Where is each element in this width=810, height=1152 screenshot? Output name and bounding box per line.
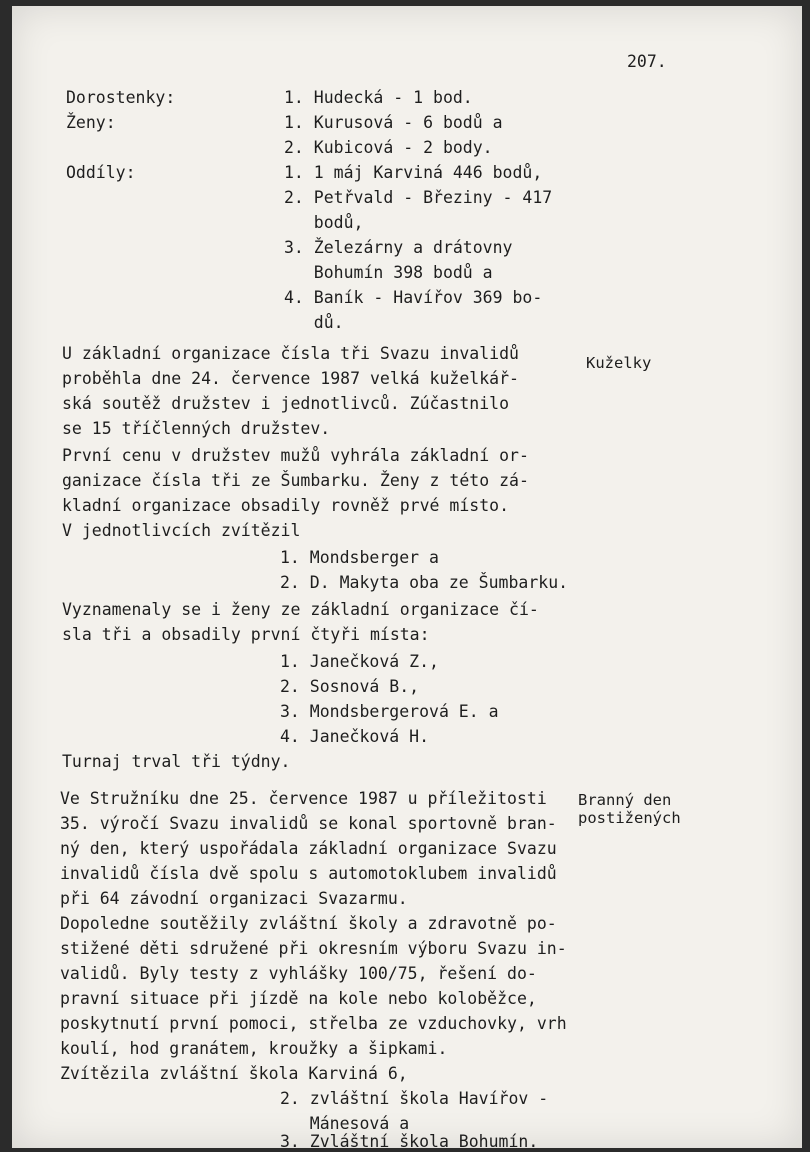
paragraph-line: invalidů čísla dvě spolu s automotoklubem invalidů <box>60 864 557 883</box>
list-item: 2. D. Makyta oba ze Šumbarku. <box>280 573 569 592</box>
margin-note-branny-den: Branný den <box>578 791 672 809</box>
paragraph-line: V jednotlivcích zvítězil <box>62 521 301 540</box>
list-item: 2. Sosnová B., <box>280 677 420 696</box>
paragraph-line: Zvítězila zvláštní škola Karviná 6, <box>60 1064 408 1083</box>
paragraph-line: sla tři a obsadily první čtyři místa: <box>62 625 430 644</box>
paragraph-line: ganizace čísla tři ze Šumbarku. Ženy z této zá- <box>62 471 529 490</box>
results-item: dů. <box>284 313 344 332</box>
margin-note-postizenych: postižených <box>578 809 681 827</box>
paragraph-line: pravní situace při jízdě na kole nebo koloběžce, <box>60 989 537 1008</box>
paragraph-line: koulí, hod granátem, kroužky a šipkami. <box>60 1039 448 1058</box>
results-item: 3. Železárny a drátovny <box>284 238 513 257</box>
paragraph-line: poskytnutí první pomoci, střelba ze vzduchovky, vrh <box>60 1014 567 1033</box>
paragraph-line: Ve Stružníku dne 25. července 1987 u příležitosti <box>60 789 547 808</box>
results-item: 1. 1 máj Karviná 446 bodů, <box>284 163 543 182</box>
document-page <box>12 6 802 1151</box>
results-item: 1. Kurusová - 6 bodů a <box>284 113 503 132</box>
paragraph-line: proběhla dne 24. července 1987 velká kuželkář- <box>62 369 519 388</box>
margin-note-kuzelky: Kuželky <box>586 354 652 372</box>
results-label: Oddíly: <box>66 163 136 182</box>
list-item: 3. Zvláštní škola Bohumín. <box>280 1132 539 1151</box>
paragraph-line: kladní organizace obsadily rovněž prvé místo. <box>62 496 510 515</box>
results-item: 2. Kubicová - 2 body. <box>284 138 493 157</box>
paragraph-line: Dopoledne soutěžily zvláštní školy a zdravotně po- <box>60 914 557 933</box>
results-item: 4. Baník - Havířov 369 bo- <box>284 288 543 307</box>
paragraph-line: Turnaj trval tři týdny. <box>62 752 291 771</box>
list-item: 2. zvláštní škola Havířov - <box>280 1089 549 1108</box>
results-item: bodů, <box>284 213 364 232</box>
results-label: Ženy: <box>66 113 116 132</box>
paragraph-line: se 15 tříčlenných družstev. <box>62 419 331 438</box>
list-item: 3. Mondsbergerová E. a <box>280 702 499 721</box>
paragraph-line: ný den, který uspořádala základní organizace Svazu <box>60 839 557 858</box>
results-label: Dorostenky: <box>66 88 176 107</box>
list-item: 1. Mondsberger a <box>280 548 439 567</box>
list-item: 1. Janečková Z., <box>280 652 439 671</box>
list-item: Mánesová a <box>280 1114 410 1133</box>
paragraph-line: První cenu v družstev mužů vyhrála základní or- <box>62 446 529 465</box>
results-item: 2. Petřvald - Březiny - 417 <box>284 188 553 207</box>
paragraph-line: validů. Byly testy z vyhlášky 100/75, řešení do- <box>60 964 537 983</box>
paragraph-line: stižené děti sdružené při okresním výboru Svazu in- <box>60 939 567 958</box>
results-item: 1. Hudecká - 1 bod. <box>284 88 473 107</box>
results-item: Bohumín 398 bodů a <box>284 263 493 282</box>
paragraph-line: při 64 závodní organizaci Svazarmu. <box>60 889 408 908</box>
paragraph-line: ská soutěž družstev i jednotlivců. Zúčastnilo <box>62 394 510 413</box>
paragraph-line: U základní organizace čísla tři Svazu invalidů <box>62 344 519 363</box>
list-item: 4. Janečková H. <box>280 727 430 746</box>
page-number: 207. <box>627 52 667 71</box>
paragraph-line: Vyznamenaly se i ženy ze základní organizace čí- <box>62 600 539 619</box>
paragraph-line: 35. výročí Svazu invalidů se konal sportovně bran- <box>60 814 557 833</box>
